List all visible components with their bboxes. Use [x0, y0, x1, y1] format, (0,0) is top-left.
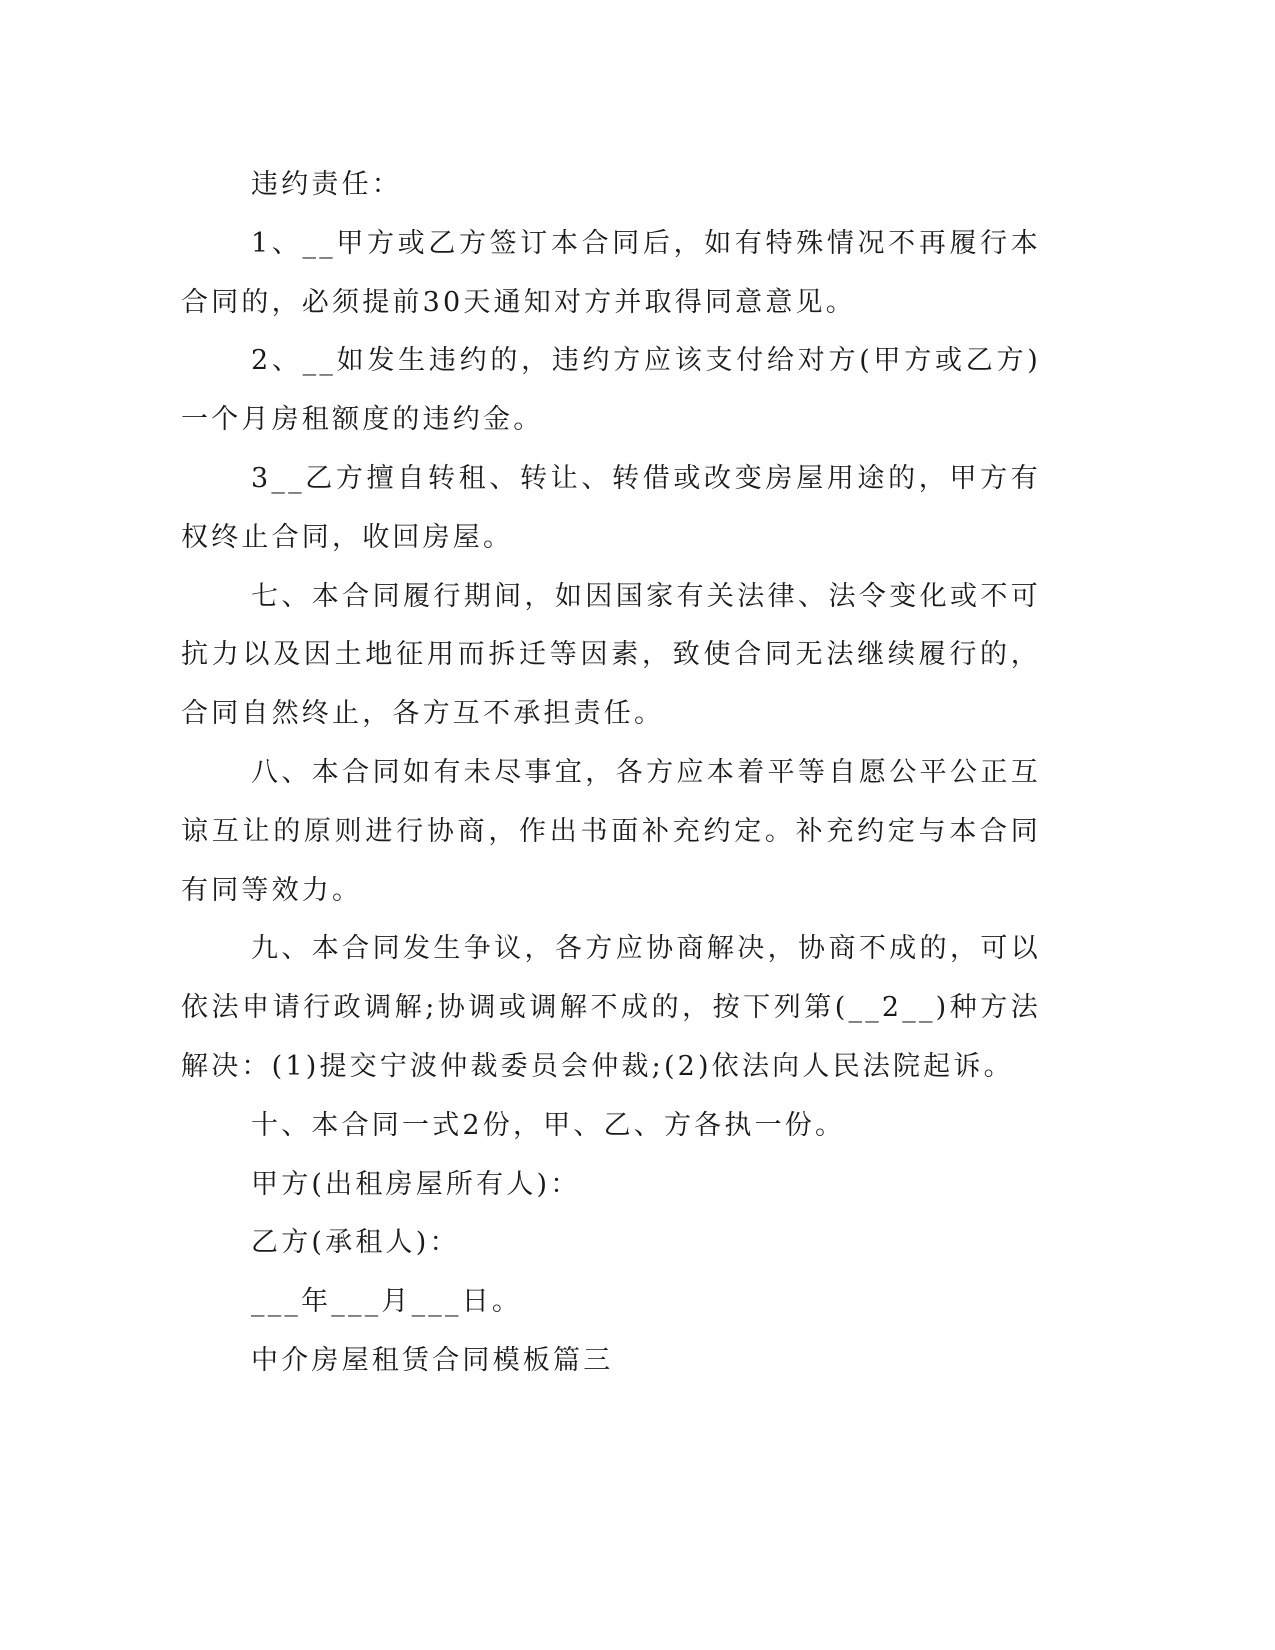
document-body: [181, 156, 1041, 1391]
paragraph-article-9: 九、本合同发生争议，各方应协商解决，协商不成的，可以依法申请行政调解;协调或调解不成的，按下列第(__2__)种方法解决：(1)提交宁波仲裁委员会仲裁;(2)依法向人民法院起诉。: [181, 933, 1041, 1082]
party-b-signature-line: 乙方(承租人)：: [251, 1227, 460, 1259]
paragraph-clause-1: 1、__甲方或乙方签订本合同后，如有特殊情况不再履行本合同的，必须提前30天通知对方并取得同意意见。: [181, 227, 1041, 318]
paragraph-clause-2: 2、__如发生违约的，违约方应该支付给对方(甲方或乙方)一个月房租额度的违约金。: [181, 345, 1041, 436]
party-a-signature-line: 甲方(出租房屋所有人)：: [251, 1168, 581, 1200]
paragraph-article-10: 十、本合同一式2份，甲、乙、方各执一份。: [251, 1109, 846, 1141]
paragraph-article-7: 七、本合同履行期间，如因国家有关法律、法令变化或不可抗力以及因土地征用而拆迁等因素，致使合同无法继续履行的，合同自然终止，各方互不承担责任。: [181, 580, 1041, 730]
section-heading-template-3: 中介房屋租赁合同模板篇三: [251, 1344, 614, 1376]
date-line: ___年___月___日。: [251, 1286, 523, 1318]
paragraph-clause-3: 3__乙方擅自转租、转让、转借或改变房屋用途的，甲方有权终止合同，收回房屋。: [181, 462, 1041, 553]
paragraph-article-8: 八、本合同如有未尽事宜，各方应本着平等自愿公平公正互谅互让的原则进行协商，作出书面补充约定。补充约定与本合同有同等效力。: [181, 756, 1041, 906]
paragraph-breach-heading: 违约责任：: [251, 169, 402, 200]
